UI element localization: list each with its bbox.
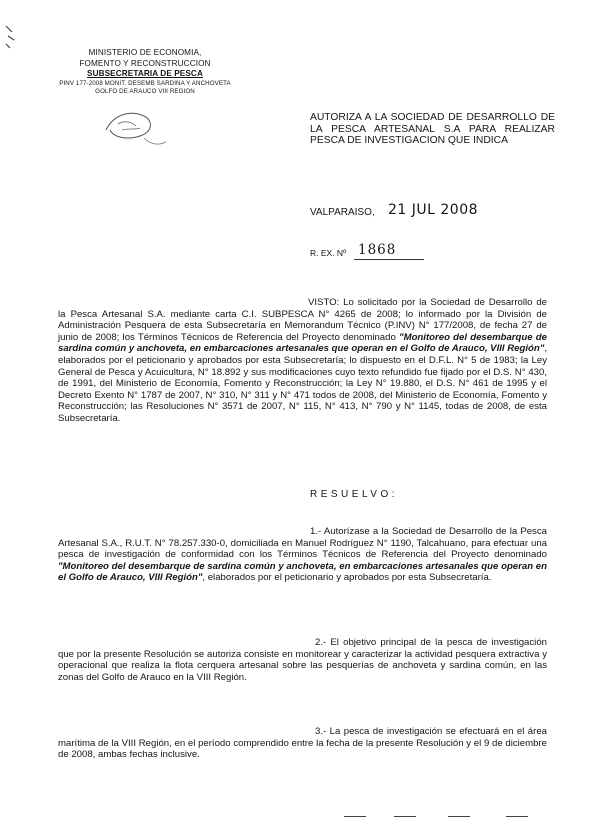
corner-mark: [4, 22, 24, 50]
ministry-name-line2: FOMENTO Y RECONSTRUCCION: [79, 58, 211, 68]
visto-text-start: VISTO: Lo solicitado por la Sociedad de Desarrollo de la Pesca Artesanal S.A. mediante carta C.I. SUBPESCA N° 4265 de 2008; lo informado por la División de Administración Pesquera de esta Subsecretaría en Memorandum Técnico (P.INV) N° 177/2008, de fecha 27 de junio de 2008; los Términos Técnicos de Referencia del Proyecto denominado: [58, 297, 547, 343]
number-underline: [354, 259, 424, 260]
visto-paragraph: [58, 297, 547, 425]
date-line: [310, 203, 560, 223]
subsecretaria-name: SUBSECRETARIA DE PESCA: [87, 69, 203, 78]
item1-project-title: "Monitoreo del desembarque de sardina común y anchoveta, en embarcaciones artesanales que operan en el Golfo de Arauco, VIII Región": [58, 560, 547, 584]
resolution-item-2: [58, 637, 547, 683]
resolution-number: 1868: [358, 242, 397, 258]
item1-text-end: , elaborados por el peticionario y aprobados por esta Subsecretaría.: [202, 572, 492, 584]
resolution-item-1: [58, 526, 547, 584]
resolution-item-3: [58, 726, 547, 761]
resuelvo-heading: RESUELVO:: [310, 489, 398, 500]
item2-text: 2.- El objetivo principal de la pesca de investigación que por la presente Resolución se autoriza consiste en monitorear y caracterizar la actividad pesquera extractiva y operacional que realiza la flota cerquera artesanal sobre las pesquerías de anchoveta y sardina común, en las zonas del Golfo de Arauco en la VIII Región.: [58, 637, 547, 683]
resolution-subject: AUTORIZA A LA SOCIEDAD DE DESARROLLO DE LA PESCA ARTESANAL S.A PARA REALIZAR PESCA DE INVESTIGACION QUE INDICA: [310, 112, 555, 146]
item1-text-start: 1.- Autorízase a la Sociedad de Desarrollo de la Pesca Artesanal S.A., R.U.T. N° 78.257.330-0, domiciliada en Manuel Rodríguez N° 1190, Talcahuano, para efectuar una pesca de investigación de conformidad con los Términos Técnicos de Referencia del Proyecto denominado: [58, 526, 547, 561]
place-label: VALPARAISO,: [310, 207, 375, 218]
ministry-header: [40, 48, 250, 96]
handwritten-initials: [100, 100, 172, 152]
item3-text: 3.- La pesca de investigación se efectuará en el área marítima de la VIII Región, en el período comprendido entre la fecha de la presente Resolución y el 9 de diciembre de 2008, ambas fechas inclusive.: [58, 726, 547, 761]
ministry-name-line1: MINISTERIO DE ECONOMIA,: [88, 48, 202, 57]
resolution-number-line: [310, 242, 430, 264]
page-bottom-marks: [300, 816, 600, 822]
reference-line1: PINV 177-2008 MONIT. DESEMB SARDINA Y ANCHOVETA: [59, 79, 231, 87]
visto-project-title: "Monitoreo del desembarque de sardina común y anchoveta, en embarcaciones artesanales que operan en el Golfo de Arauco, VIII Región": [58, 331, 547, 355]
date-stamp: 21 JUL 2008: [388, 202, 479, 218]
visto-text-end: , elaborados por el peticionario y aprobados por esta Subsecretaría; lo dispuesto en el D.F.L. N° 5 de 1983; la Ley General de Pesca y Acuicultura, N° 18.892 y sus modificaciones cuyo texto refundido fue fijado por el D.S. N° 430, de 1991, del Ministerio de Economía, Fomento y Reconstrucción; la Ley N° 19.880, el D.S. N° 461 de 1995 y el Decreto Exento N° 1787 de 2007, N° 310, N° 311 y N° 471 todos de 2008, del Ministerio de Economía, Fomento y Reconstrucción; las Resoluciones N° 3571 de 2007, N° 115, N° 413, N° 790 y N° 1145, todas de 2008, de esta Subsecretaría.: [58, 343, 547, 424]
resolution-label: R. EX. Nº: [310, 248, 347, 258]
reference-line2: GOLFO DE ARAUCO VIII REGION: [95, 87, 195, 95]
